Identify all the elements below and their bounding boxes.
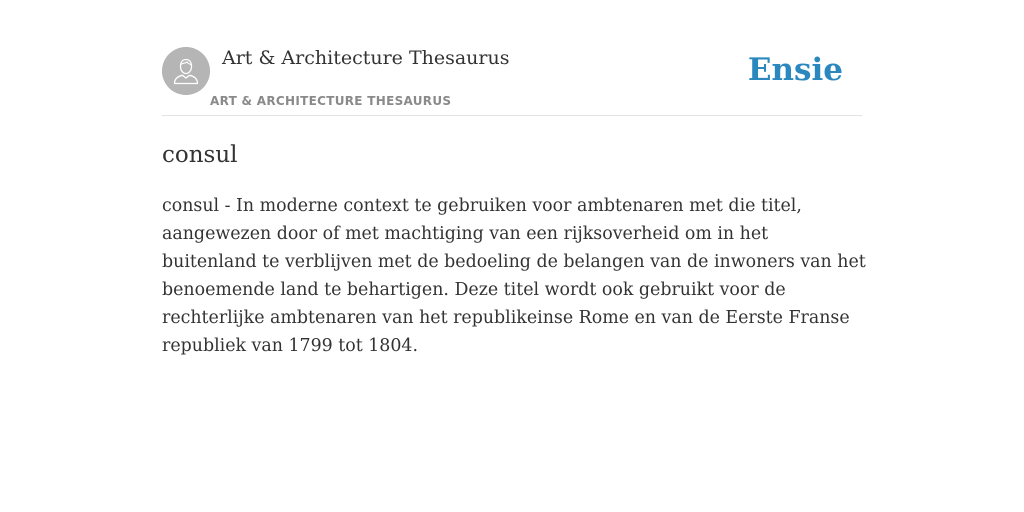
avatar[interactable] (162, 47, 210, 95)
term-definition: consul - In moderne context te gebruiken voor ambtenaren met die titel, aangewezen door of met machtiging van een rijksoverheid om in het buitenland te verblijven met de bedoeling de belangen van de inwoners van het benoemende land te behartigen. Deze titel wordt ook gebruikt voor de rechterlijke ambtenaren van het republikeinse Rome en van de Eerste Franse republiek van 1799 tot 1804. (162, 196, 866, 356)
term-title: consul (162, 142, 238, 168)
source-subtitle[interactable]: ART & ARCHITECTURE THESAURUS (210, 94, 452, 108)
source-title[interactable]: Art & Architecture Thesaurus (222, 47, 510, 69)
source-header (162, 46, 862, 116)
brand-logo[interactable]: Ensie (747, 52, 843, 88)
user-silhouette-icon (162, 47, 210, 95)
